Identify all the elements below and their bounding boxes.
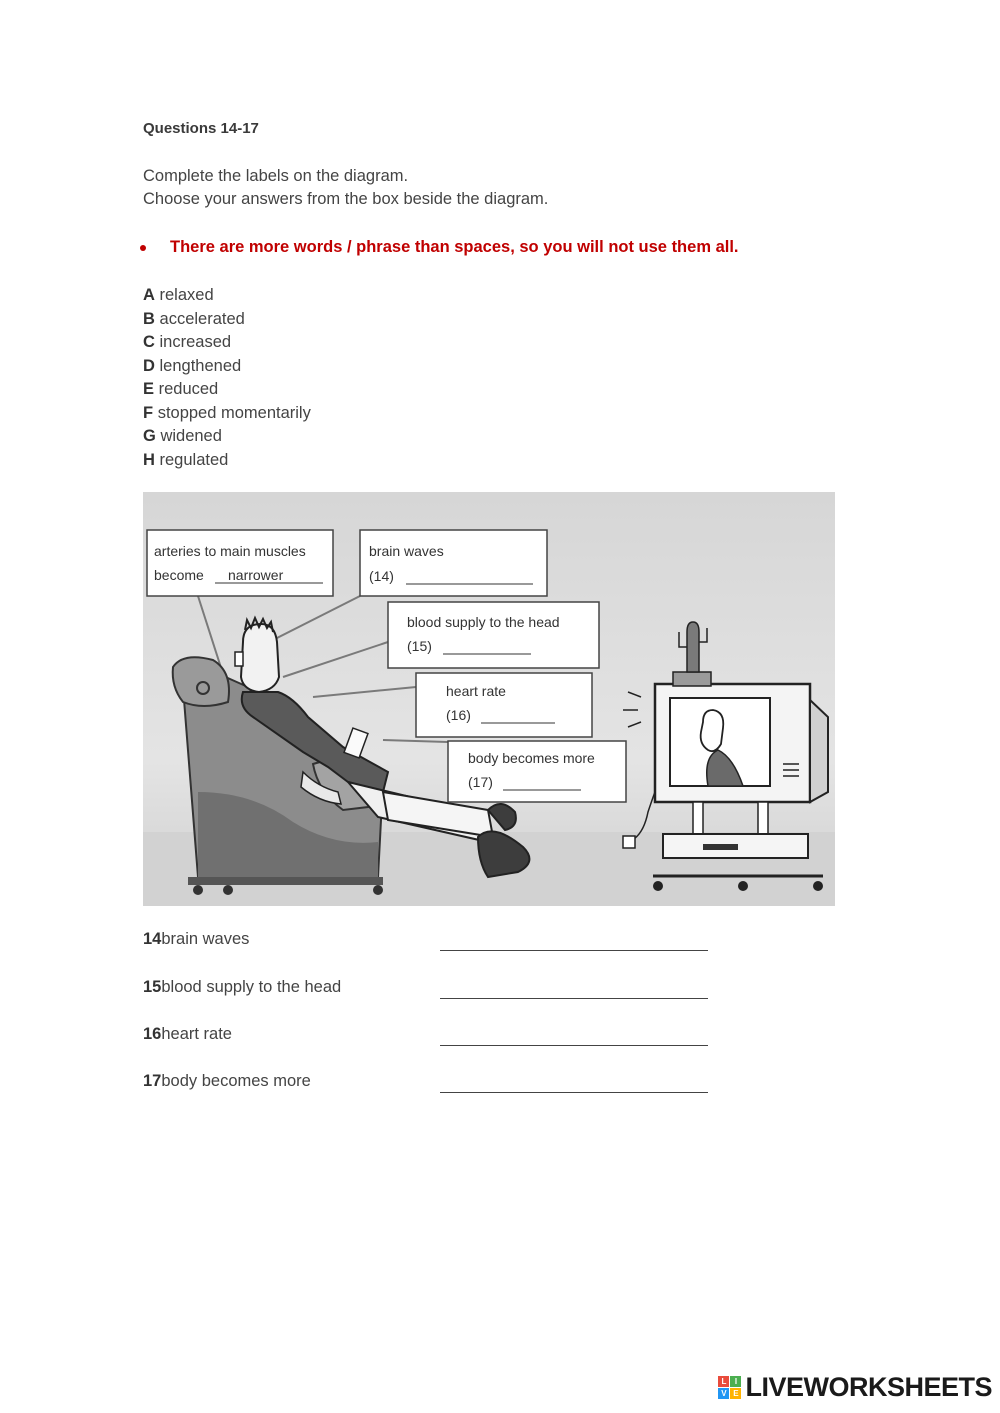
- question-number: 15: [143, 978, 162, 996]
- question-text: heart rate: [161, 1025, 232, 1043]
- logo-tile: E: [730, 1388, 741, 1399]
- options-list: [143, 284, 311, 472]
- label-number-16: (16): [446, 707, 471, 723]
- heart-rate-label: heart rate: [446, 683, 506, 699]
- logo-tile: L: [718, 1376, 729, 1387]
- option-letter: E: [143, 380, 155, 398]
- answer-field[interactable]: [440, 930, 708, 951]
- question-number: 17: [143, 1072, 162, 1090]
- instruction-line-1: Complete the labels on the diagram.: [143, 167, 409, 185]
- body-more-label: body becomes more: [468, 750, 595, 766]
- option-item: [143, 355, 311, 379]
- option-item: [143, 331, 311, 355]
- questions-heading: Questions 14-17: [143, 120, 259, 137]
- option-text: increased: [159, 333, 232, 351]
- option-letter: C: [143, 333, 155, 351]
- answer-field[interactable]: [440, 978, 708, 999]
- option-item: [143, 402, 311, 426]
- question-text: body becomes more: [161, 1072, 311, 1090]
- option-letter: F: [143, 403, 154, 422]
- logo-tile: V: [718, 1388, 729, 1399]
- question-row: [143, 930, 713, 954]
- liveworksheets-logo: [718, 1372, 992, 1403]
- option-text: stopped momentarily: [157, 403, 311, 422]
- option-text: reduced: [158, 380, 219, 398]
- callout-body-more: [448, 741, 626, 802]
- label-number-15: (15): [407, 638, 432, 654]
- callout-heart-rate: [416, 673, 592, 737]
- logo-mark-icon: [718, 1376, 741, 1399]
- question-number: 16: [143, 1025, 162, 1043]
- arteries-answer: narrower: [228, 567, 284, 583]
- option-item: [143, 449, 311, 473]
- option-text: relaxed: [159, 286, 214, 304]
- option-item: [143, 284, 311, 308]
- option-item: [143, 425, 311, 449]
- question-row: [143, 978, 713, 1002]
- question-text: brain waves: [161, 930, 250, 948]
- callout-arteries: [147, 530, 333, 596]
- instruction-line-2: Choose your answers from the box beside the diagram.: [143, 190, 549, 208]
- option-text: accelerated: [159, 309, 245, 328]
- callout-brain-waves: [360, 530, 547, 596]
- label-number-14: (14): [369, 568, 394, 584]
- option-letter: G: [143, 427, 156, 445]
- bullet-icon: [140, 245, 146, 251]
- callout-blood-supply: [388, 602, 599, 668]
- option-item: [143, 308, 311, 332]
- option-letter: B: [143, 309, 155, 328]
- brain-waves-label: brain waves: [369, 543, 444, 559]
- option-text: lengthened: [159, 356, 242, 375]
- logo-wordmark: LIVEWORKSHEETS: [745, 1372, 992, 1402]
- option-text: regulated: [159, 450, 229, 469]
- logo-tile: I: [730, 1376, 741, 1387]
- question-text: blood supply to the head: [161, 978, 342, 996]
- answer-field[interactable]: [440, 1025, 708, 1046]
- question-row: [143, 1072, 713, 1096]
- option-letter: H: [143, 450, 155, 469]
- option-item: [143, 378, 311, 402]
- question-number: 14: [143, 930, 162, 948]
- option-text: widened: [160, 427, 222, 445]
- relaxation-diagram: [143, 492, 835, 906]
- label-number-17: (17): [468, 774, 493, 790]
- option-letter: A: [143, 286, 155, 304]
- answer-field[interactable]: [440, 1072, 708, 1093]
- blood-supply-label: blood supply to the head: [407, 614, 560, 630]
- question-row: [143, 1025, 713, 1049]
- arteries-label-line1: arteries to main muscles: [154, 543, 306, 559]
- note-text: There are more words / phrase than spaces, so you will not use them all.: [170, 238, 739, 256]
- option-letter: D: [143, 356, 155, 375]
- note-line: [138, 238, 739, 257]
- arteries-label-line2: become: [154, 567, 204, 583]
